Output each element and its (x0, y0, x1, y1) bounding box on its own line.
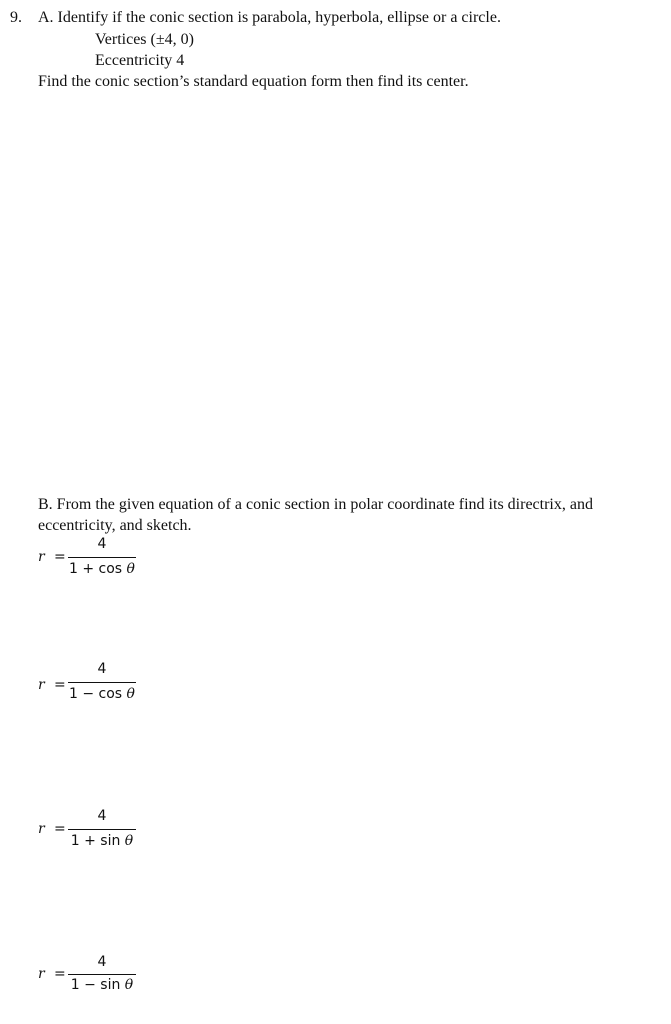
fraction-bar (68, 557, 136, 558)
equation-lhs: r (38, 821, 45, 837)
equation-numerator: 4 (97, 661, 107, 677)
polar-equation-2 (38, 661, 158, 711)
fraction-bar (68, 974, 136, 975)
denominator-prefix: 1 − sin (70, 977, 125, 993)
part-a-eccentricity: Eccentricity 4 (95, 52, 185, 69)
equation-numerator: 4 (97, 954, 107, 970)
denominator-theta: θ (124, 977, 134, 993)
part-a-vertices: Vertices (±4, 0) (95, 31, 194, 48)
polar-equation-1 (38, 536, 158, 586)
equals-sign: = (54, 821, 66, 837)
equals-sign: = (54, 549, 66, 565)
denominator-prefix: 1 + cos (69, 561, 127, 577)
part-a-instruction: Find the conic section’s standard equation form then find its center. (38, 73, 469, 90)
equation-lhs: r (38, 549, 45, 565)
polar-equation-4 (38, 954, 158, 1004)
part-a-prompt: A. Identify if the conic section is parabola, hyperbola, ellipse or a circle. (38, 9, 501, 26)
fraction-bar (68, 682, 136, 683)
fraction-bar (68, 829, 136, 830)
equation-lhs: r (38, 966, 45, 982)
equation-numerator: 4 (97, 536, 107, 552)
denominator-prefix: 1 + sin (70, 833, 125, 849)
question-number: 9. (10, 9, 22, 26)
denominator-theta: θ (124, 833, 134, 849)
denominator-prefix: 1 − cos (69, 686, 127, 702)
part-b-prompt-line2: eccentricity, and sketch. (38, 517, 192, 534)
equals-sign: = (54, 677, 66, 693)
equation-numerator: 4 (97, 808, 107, 824)
denominator-theta: θ (126, 686, 135, 702)
part-b-prompt-line1: B. From the given equation of a conic section in polar coordinate find its directrix, and (38, 496, 593, 513)
equation-denominator (68, 833, 136, 849)
polar-equation-3 (38, 808, 158, 858)
equation-denominator (68, 977, 136, 993)
denominator-theta: θ (126, 561, 135, 577)
equals-sign: = (54, 966, 66, 982)
equation-lhs: r (38, 677, 45, 693)
equation-denominator (68, 686, 136, 702)
equation-denominator (68, 561, 136, 577)
